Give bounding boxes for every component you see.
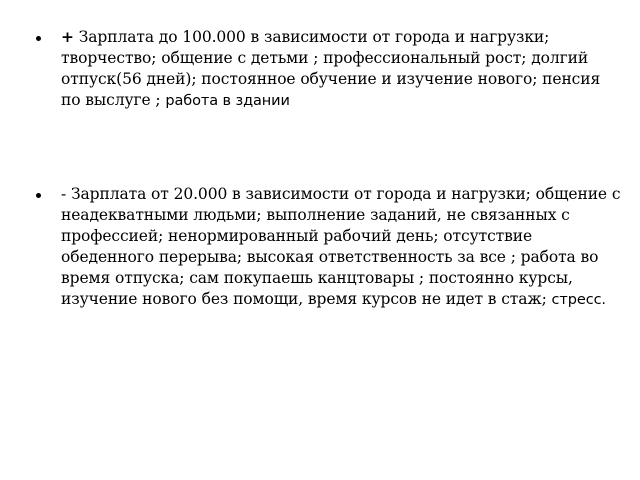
list-item-pros	[36, 27, 624, 112]
pros-tail: работа в здании	[165, 93, 290, 109]
bullet-dot-icon	[36, 36, 41, 41]
pros-body: Зарплата до 100.000 в зависимости от города и нагрузки; творчество; общение с детьми ; профессиональный рост; долгий отпуск(56 дней); постоянное обучение и изучение нового; пенсия по выслуге ;	[61, 28, 601, 109]
plus-sign: +	[61, 28, 74, 46]
cons-tail: стресс.	[551, 292, 606, 308]
pros-text	[61, 27, 624, 112]
bullet-dot-icon	[36, 193, 41, 198]
cons-body: - Зарплата от 20.000 в зависимости от города и нагрузки; общение с неадекватными людьми; выполнение заданий, не связанных с профессией; ненормированный рабочий день; отсутствие обеденного перерыва; высокая ответственность за все ; работа во время отпуска; сам покупаешь канцтовары ; постоянно курсы, изучение нового без помощи, время курсов не идет в стаж;	[61, 185, 621, 308]
list-item-cons	[36, 184, 624, 311]
cons-text	[61, 184, 624, 311]
